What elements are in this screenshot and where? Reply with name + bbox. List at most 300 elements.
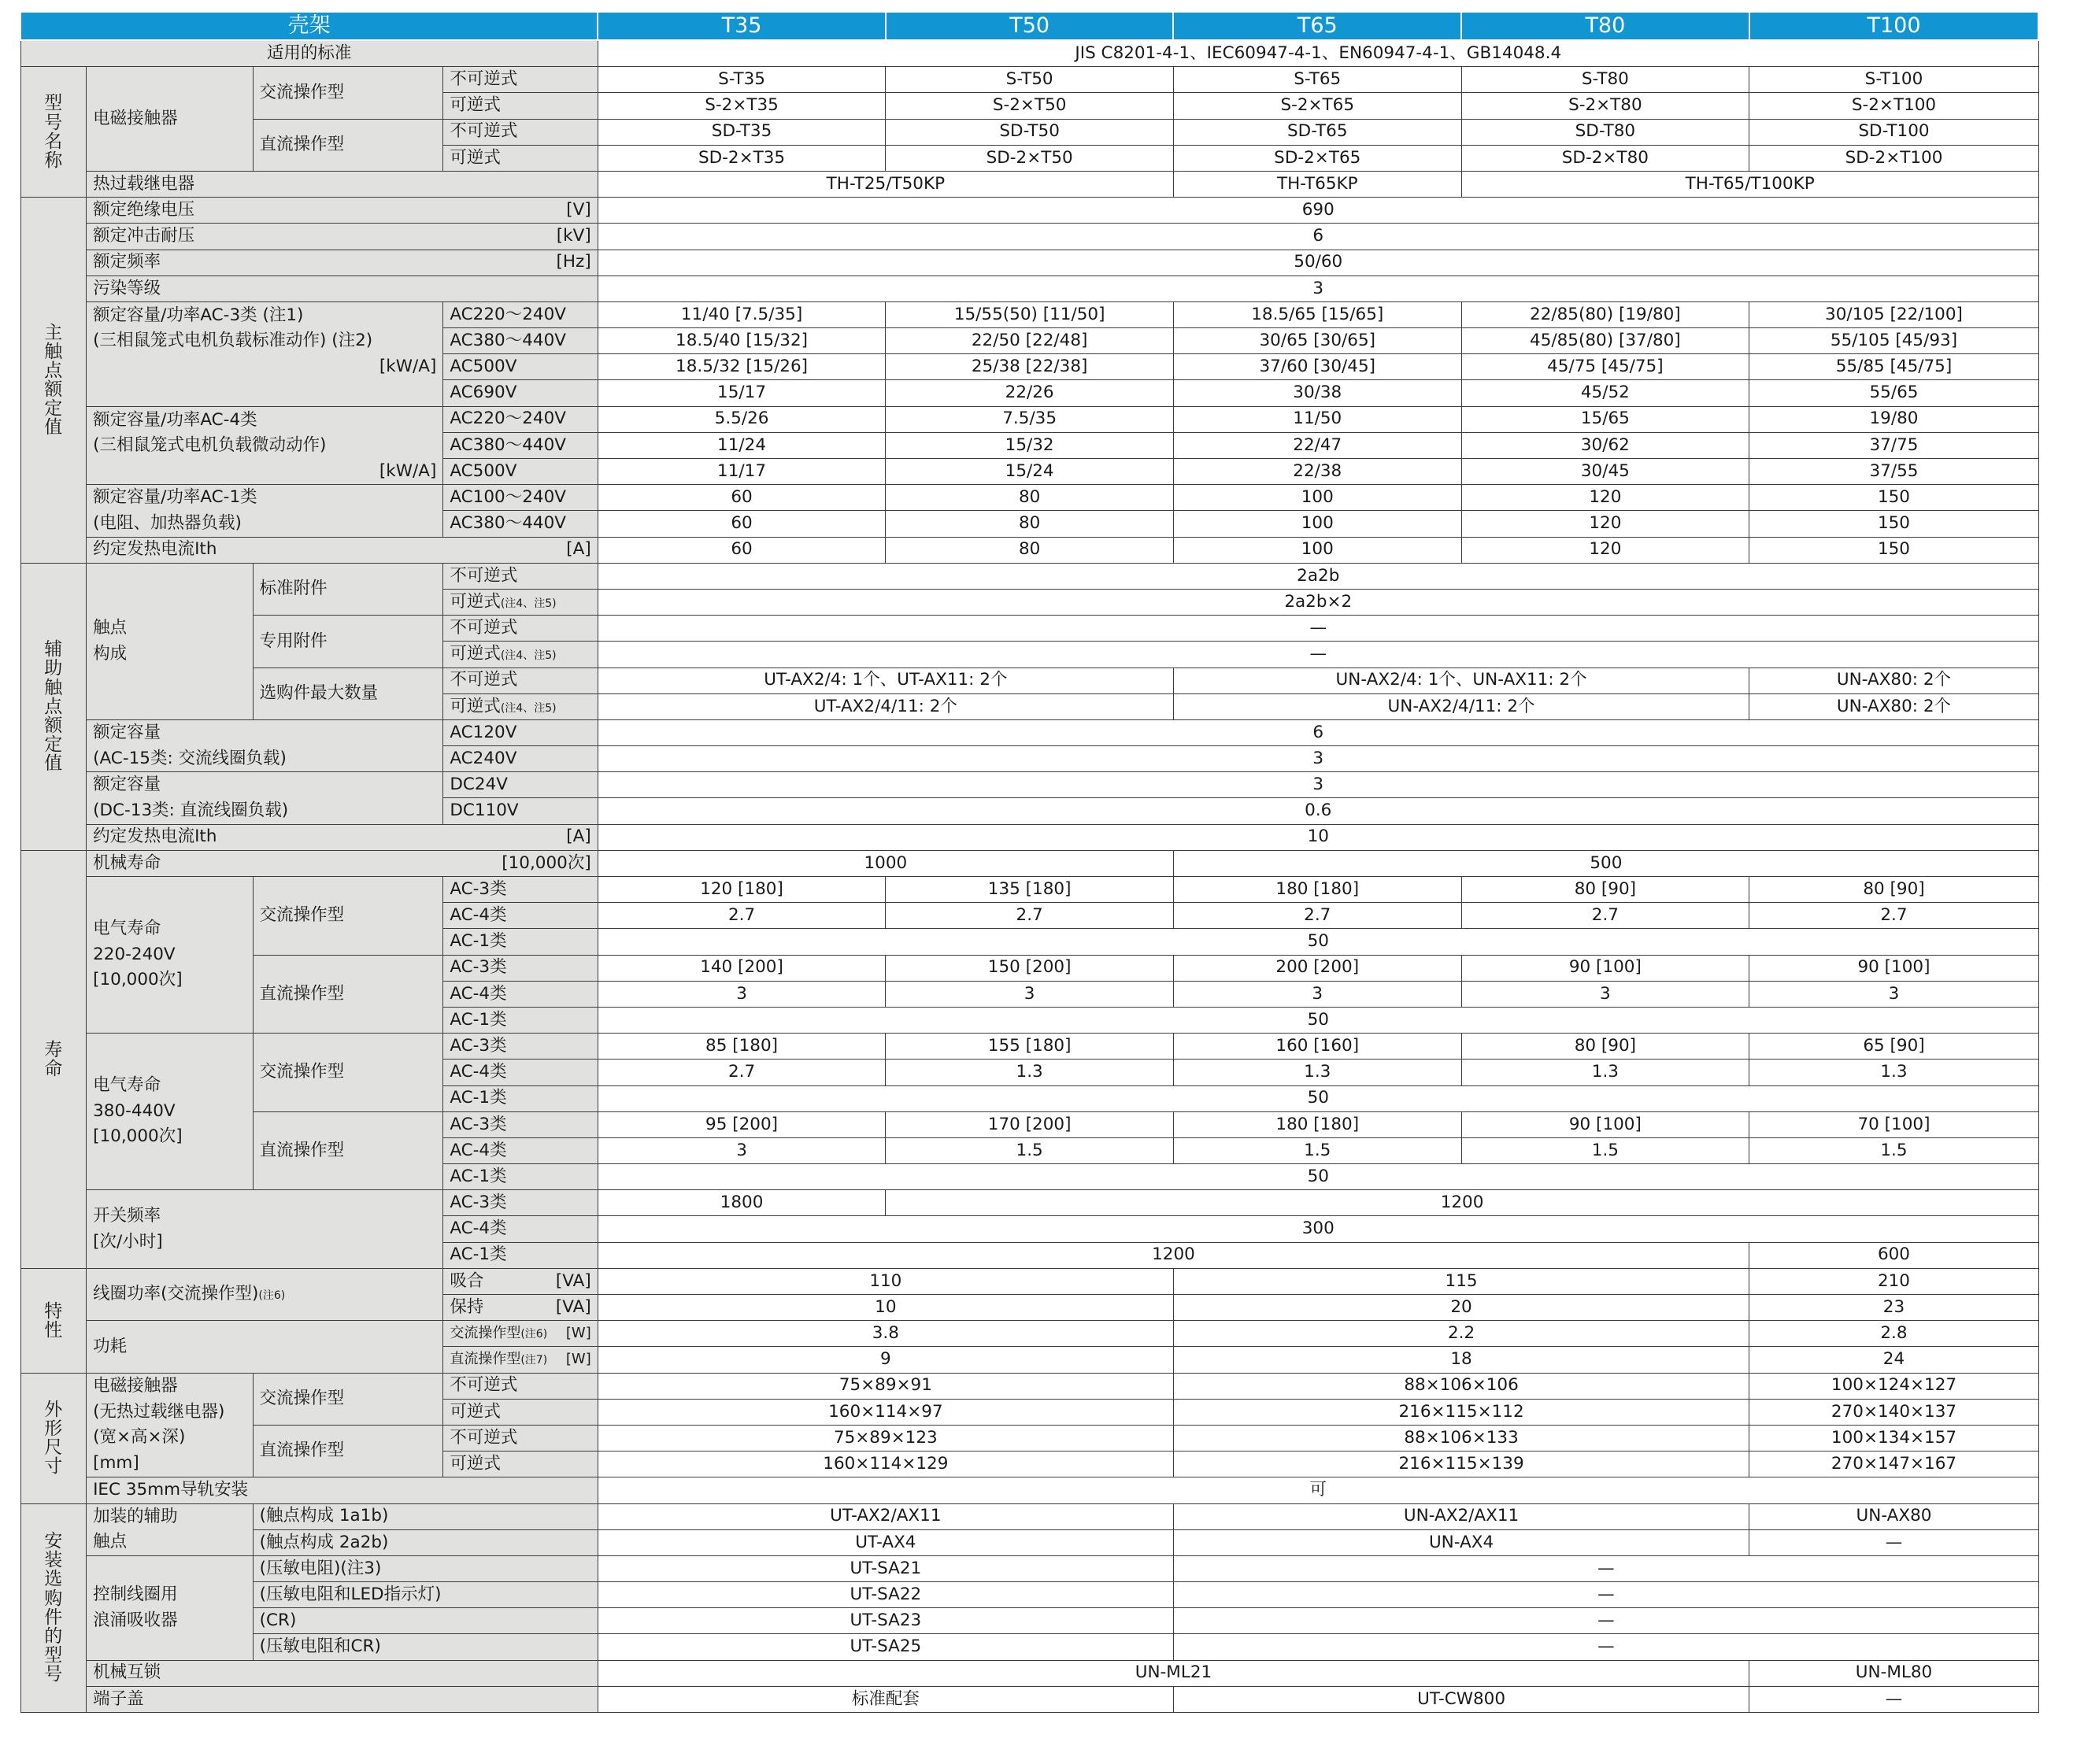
category-label: AC-1类 bbox=[443, 929, 598, 955]
table-row bbox=[20, 1582, 2053, 1608]
table-cell: UN-AX80: 2个 bbox=[1749, 668, 2039, 693]
table-cell: 200 [200] bbox=[1173, 955, 1461, 981]
table-cell: 11/50 bbox=[1173, 406, 1461, 432]
table-cell: 1.3 bbox=[1461, 1060, 1749, 1085]
table-cell: 160×114×97 bbox=[598, 1399, 1173, 1425]
table-cell: 5.5/26 bbox=[598, 406, 886, 432]
voltage-label: AC690V bbox=[443, 380, 598, 406]
table-cell: 0.6 bbox=[598, 798, 2038, 824]
loss-ac-label: 交流操作型(注6) [W] bbox=[443, 1321, 598, 1347]
table-cell: 90 [100] bbox=[1749, 955, 2039, 981]
table-cell: 22/50 [22/48] bbox=[886, 328, 1174, 354]
voltage-label: AC100～240V bbox=[443, 485, 598, 511]
dc13-capacity-label: 额定容量 (DC-13类: 直流线圈负载) bbox=[87, 772, 443, 824]
table-cell: 180 [180] bbox=[1173, 877, 1461, 903]
table-cell: TH-T65KP bbox=[1173, 171, 1461, 197]
mech-life-label: 机械寿命 [10,000次] bbox=[87, 850, 598, 876]
table-cell: 155 [180] bbox=[886, 1034, 1174, 1060]
header-frame-t100: T100 bbox=[1749, 12, 2039, 40]
table-cell: 15/17 bbox=[598, 380, 886, 406]
header-frame-t50: T50 bbox=[886, 12, 1174, 40]
table-row bbox=[20, 1321, 2053, 1347]
table-cell: UT-AX2/4/11: 2个 bbox=[598, 693, 1173, 719]
standard-value: JIS C8201-4-1、IEC60947-4-1、EN60947-4-1、GB14048.4 bbox=[598, 40, 2038, 67]
table-cell: UT-SA22 bbox=[598, 1582, 1173, 1608]
table-cell: 1200 bbox=[886, 1190, 2038, 1216]
section-main-contact: 主触点额定值 bbox=[20, 198, 87, 564]
header-frame-t80: T80 bbox=[1461, 12, 1749, 40]
table-cell: 1.5 bbox=[1461, 1137, 1749, 1163]
table-row bbox=[20, 1660, 2053, 1686]
table-cell: SD-T80 bbox=[1461, 119, 1749, 145]
insulation-voltage-label: 额定绝缘电压 [V] bbox=[87, 198, 598, 224]
table-cell: 1.5 bbox=[1749, 1137, 2039, 1163]
category-label: AC-3类 bbox=[443, 1034, 598, 1060]
table-cell: 115 bbox=[1173, 1268, 1749, 1294]
table-cell: 3 bbox=[1173, 981, 1461, 1007]
table-cell: 50 bbox=[598, 929, 2038, 955]
opt-surge-label: 控制线圈用 浪涌吸收器 bbox=[87, 1555, 254, 1660]
coil-power-label: 线圈功率(交流操作型)(注6) bbox=[87, 1268, 443, 1320]
voltage-label: AC380～440V bbox=[443, 511, 598, 537]
table-cell: S-T65 bbox=[1173, 67, 1461, 93]
life-ac-op-label: 交流操作型 bbox=[253, 1034, 443, 1112]
table-cell: 80 [90] bbox=[1461, 1034, 1749, 1060]
table-cell: 22/38 bbox=[1173, 459, 1461, 485]
table-cell: SD-2×T35 bbox=[598, 145, 886, 171]
table-row bbox=[20, 301, 2053, 327]
table-cell: 55/65 bbox=[1749, 380, 2039, 406]
table-cell: 75×89×123 bbox=[598, 1425, 1173, 1451]
table-cell: S-2×T80 bbox=[1461, 93, 1749, 119]
table-cell: UN-AX2/4/11: 2个 bbox=[1173, 693, 1749, 719]
table-cell: SD-2×T50 bbox=[886, 145, 1174, 171]
frequency-label: 额定频率 [Hz] bbox=[87, 250, 598, 276]
table-cell: 180 [180] bbox=[1173, 1111, 1461, 1137]
model-nonrev-label: 不可逆式 bbox=[443, 119, 598, 145]
table-cell: UT-SA23 bbox=[598, 1608, 1173, 1634]
table-row bbox=[20, 485, 2053, 511]
voltage-label: AC240V bbox=[443, 746, 598, 772]
table-row bbox=[20, 616, 2053, 642]
category-label: AC-1类 bbox=[443, 1007, 598, 1033]
table-cell: SD-T100 bbox=[1749, 119, 2039, 145]
table-cell: 11/17 bbox=[598, 459, 886, 485]
interlock-label: 机械互锁 bbox=[87, 1660, 598, 1686]
voltage-label: AC220～240V bbox=[443, 406, 598, 432]
table-cell: 18.5/40 [15/32] bbox=[598, 328, 886, 354]
table-cell: 216×115×112 bbox=[1173, 1399, 1749, 1425]
section-life: 寿命 bbox=[20, 850, 87, 1268]
table-cell: SD-T35 bbox=[598, 119, 886, 145]
model-rev-label: 可逆式 bbox=[443, 145, 598, 171]
model-contactor-label: 电磁接触器 bbox=[87, 67, 254, 172]
table-cell: 30/105 [22/100] bbox=[1749, 301, 2039, 327]
section-model: 型号名称 bbox=[20, 67, 87, 198]
table-cell: 55/85 [45/75] bbox=[1749, 354, 2039, 380]
table-cell: UT-SA21 bbox=[598, 1555, 1173, 1581]
table-cell: 37/75 bbox=[1749, 432, 2039, 458]
table-cell: 100 bbox=[1173, 485, 1461, 511]
table-cell: — bbox=[598, 616, 2038, 642]
voltage-label: AC380～440V bbox=[443, 328, 598, 354]
table-cell: 100 bbox=[1173, 537, 1461, 563]
table-cell: 100×124×127 bbox=[1749, 1373, 2039, 1399]
table-row bbox=[20, 1634, 2053, 1660]
table-cell: 120 bbox=[1461, 511, 1749, 537]
table-cell: 170 [200] bbox=[886, 1111, 1174, 1137]
table-cell: 3.8 bbox=[598, 1321, 1173, 1347]
table-row bbox=[20, 772, 2053, 798]
voltage-label: AC500V bbox=[443, 354, 598, 380]
opt-surge-type-label: (CR) bbox=[253, 1608, 598, 1634]
aux-rev-label: 可逆式(注4、注5) bbox=[443, 589, 598, 615]
table-cell: 11/24 bbox=[598, 432, 886, 458]
opt-aux-label: 加装的辅助 触点 bbox=[87, 1503, 254, 1555]
table-cell: 216×115×139 bbox=[1173, 1452, 1749, 1477]
model-rev-label: 可逆式 bbox=[443, 93, 598, 119]
table-cell: SD-T50 bbox=[886, 119, 1174, 145]
table-row bbox=[20, 1529, 2053, 1555]
table-cell: UT-AX4 bbox=[598, 1529, 1173, 1555]
table-cell: 30/62 bbox=[1461, 432, 1749, 458]
aux-nonrev-label: 不可逆式 bbox=[443, 668, 598, 693]
table-cell: 30/45 bbox=[1461, 459, 1749, 485]
table-cell: 2.7 bbox=[598, 1060, 886, 1085]
table-cell: 100 bbox=[1173, 511, 1461, 537]
table-row bbox=[20, 1111, 2053, 1137]
table-cell: 300 bbox=[598, 1216, 2038, 1242]
table-cell: 6 bbox=[598, 719, 2038, 745]
header-row bbox=[20, 12, 2053, 40]
opt-surge-type-label: (压敏电阻和CR) bbox=[253, 1634, 598, 1660]
table-cell: 18.5/65 [15/65] bbox=[1173, 301, 1461, 327]
table-row bbox=[20, 1555, 2053, 1581]
impulse-voltage-label: 额定冲击耐压 [kV] bbox=[87, 224, 598, 250]
table-cell: 30/38 bbox=[1173, 380, 1461, 406]
table-cell: 2.2 bbox=[1173, 1321, 1749, 1347]
table-cell: 10 bbox=[598, 1295, 1173, 1321]
table-cell: 50 bbox=[598, 1007, 2038, 1033]
ith-label: 约定发热电流Ith [A] bbox=[87, 537, 598, 563]
table-cell: 37/55 bbox=[1749, 459, 2039, 485]
table-cell: 37/60 [30/45] bbox=[1173, 354, 1461, 380]
table-cell: 690 bbox=[598, 198, 2038, 224]
header-frame-label: 壳架 bbox=[20, 12, 598, 40]
terminal-cover-label: 端子盖 bbox=[87, 1686, 598, 1712]
table-cell: 19/80 bbox=[1749, 406, 2039, 432]
table-row bbox=[20, 1034, 2053, 1060]
table-cell: 210 bbox=[1749, 1268, 2039, 1294]
table-cell: 3 bbox=[886, 981, 1174, 1007]
table-cell: 2.8 bbox=[1749, 1321, 2039, 1347]
table-row bbox=[20, 1608, 2053, 1634]
table-cell: 120 bbox=[1461, 485, 1749, 511]
category-label: AC-4类 bbox=[443, 1216, 598, 1242]
model-ac-op-label: 交流操作型 bbox=[253, 67, 443, 119]
table-cell: 22/26 bbox=[886, 380, 1174, 406]
aux-nonrev-label: 不可逆式 bbox=[443, 616, 598, 642]
table-cell: 3 bbox=[598, 276, 2038, 301]
thermal-relay-label: 热过载继电器 bbox=[87, 171, 598, 197]
table-cell: 60 bbox=[598, 485, 886, 511]
table-row bbox=[20, 537, 2053, 563]
table-cell: 85 [180] bbox=[598, 1034, 886, 1060]
table-cell: 88×106×106 bbox=[1173, 1373, 1749, 1399]
table-row bbox=[20, 1477, 2053, 1503]
header-frame-t65: T65 bbox=[1173, 12, 1461, 40]
life-ac-op-label: 交流操作型 bbox=[253, 877, 443, 956]
table-cell: 150 bbox=[1749, 485, 2039, 511]
table-cell: 23 bbox=[1749, 1295, 2039, 1321]
table-cell: 1.5 bbox=[1173, 1137, 1461, 1163]
table-cell: — bbox=[1749, 1686, 2039, 1712]
table-cell: — bbox=[1173, 1582, 2038, 1608]
dim-dc-op-label: 直流操作型 bbox=[253, 1425, 443, 1477]
table-row bbox=[20, 1425, 2053, 1451]
table-row bbox=[20, 955, 2053, 981]
table-cell: — bbox=[1749, 1529, 2039, 1555]
table-cell: 60 bbox=[598, 511, 886, 537]
table-cell: 75×89×91 bbox=[598, 1373, 1173, 1399]
table-cell: 1.3 bbox=[1173, 1060, 1461, 1085]
ac4-capacity-label: 额定容量/功率AC-4类 (三相鼠笼式电机负载微动动作) [kW/A] bbox=[87, 406, 443, 485]
table-cell: 2a2b bbox=[598, 563, 2038, 589]
table-cell: 7.5/35 bbox=[886, 406, 1174, 432]
table-cell: S-T50 bbox=[886, 67, 1174, 93]
table-cell: — bbox=[1173, 1608, 2038, 1634]
table-row bbox=[20, 563, 2053, 589]
table-cell: 270×140×137 bbox=[1749, 1399, 2039, 1425]
table-cell: 1200 bbox=[598, 1242, 1749, 1268]
table-cell: 18.5/32 [15/26] bbox=[598, 354, 886, 380]
table-cell: 80 bbox=[886, 537, 1174, 563]
spec-table bbox=[20, 11, 2053, 1713]
table-cell: UN-AX4 bbox=[1173, 1529, 1749, 1555]
category-label: AC-4类 bbox=[443, 903, 598, 929]
table-cell: 3 bbox=[598, 1137, 886, 1163]
power-loss-label: 功耗 bbox=[87, 1321, 443, 1373]
table-cell: UN-ML80 bbox=[1749, 1660, 2039, 1686]
table-cell: UN-AX2/AX11 bbox=[1173, 1503, 1749, 1529]
ac3-capacity-label: 额定容量/功率AC-3类 (注1) (三相鼠笼式电机负载标准动作) (注2) [kW/A] bbox=[87, 301, 443, 406]
table-cell: — bbox=[1173, 1634, 2038, 1660]
table-row bbox=[20, 67, 2053, 93]
table-cell: 140 [200] bbox=[598, 955, 886, 981]
dim-contactor-label: 电磁接触器 (无热过载继电器) (宽×高×深) [mm] bbox=[87, 1373, 254, 1477]
life-dc-op-label: 直流操作型 bbox=[253, 955, 443, 1034]
category-label: AC-4类 bbox=[443, 981, 598, 1007]
table-cell: 100×134×157 bbox=[1749, 1425, 2039, 1451]
table-cell: 10 bbox=[598, 824, 2038, 850]
ac1-capacity-label: 额定容量/功率AC-1类 (电阻、加热器负载) bbox=[87, 485, 443, 537]
table-cell: 11/40 [7.5/35] bbox=[598, 301, 886, 327]
table-cell: 45/52 bbox=[1461, 380, 1749, 406]
table-cell: 15/32 bbox=[886, 432, 1174, 458]
model-nonrev-label: 不可逆式 bbox=[443, 67, 598, 93]
table-cell: 22/85(80) [19/80] bbox=[1461, 301, 1749, 327]
table-cell: 2.7 bbox=[1173, 903, 1461, 929]
table-cell: S-2×T100 bbox=[1749, 93, 2039, 119]
table-cell: 50 bbox=[598, 1164, 2038, 1190]
section-aux-contact: 辅助触点额定值 bbox=[20, 563, 87, 850]
category-label: AC-3类 bbox=[443, 1111, 598, 1137]
table-row bbox=[20, 850, 2053, 876]
table-cell: SD-T65 bbox=[1173, 119, 1461, 145]
category-label: AC-3类 bbox=[443, 877, 598, 903]
table-cell: 2.7 bbox=[598, 903, 886, 929]
table-cell: S-T100 bbox=[1749, 67, 2039, 93]
elec-life-220-label: 电气寿命 220-240V [10,000次] bbox=[87, 877, 254, 1034]
loss-dc-label: 直流操作型(注7) [W] bbox=[443, 1347, 598, 1373]
table-cell: 15/55(50) [11/50] bbox=[886, 301, 1174, 327]
table-row bbox=[20, 1503, 2053, 1529]
table-cell: 135 [180] bbox=[886, 877, 1174, 903]
table-cell: 150 bbox=[1749, 537, 2039, 563]
table-cell: 500 bbox=[1173, 850, 2038, 876]
dim-nonrev-label: 不可逆式 bbox=[443, 1373, 598, 1399]
table-cell: 50 bbox=[598, 1085, 2038, 1111]
table-cell: 3 bbox=[598, 772, 2038, 798]
table-cell: 88×106×133 bbox=[1173, 1425, 1749, 1451]
table-cell: 2.7 bbox=[886, 903, 1174, 929]
category-label: AC-3类 bbox=[443, 1190, 598, 1216]
aux-std-label: 标准附件 bbox=[253, 563, 443, 615]
table-cell: 80 bbox=[886, 485, 1174, 511]
model-dc-op-label: 直流操作型 bbox=[253, 119, 443, 171]
table-cell: TH-T25/T50KP bbox=[598, 171, 1173, 197]
voltage-label: AC380～440V bbox=[443, 432, 598, 458]
table-cell: 3 bbox=[598, 981, 886, 1007]
table-cell: SD-2×T100 bbox=[1749, 145, 2039, 171]
table-cell: 160×114×129 bbox=[598, 1452, 1173, 1477]
header-frame-t35: T35 bbox=[598, 12, 886, 40]
table-cell: 120 bbox=[1461, 537, 1749, 563]
table-cell: UN-AX80 bbox=[1749, 1503, 2039, 1529]
table-cell: UN-ML21 bbox=[598, 1660, 1749, 1686]
table-cell: 2.7 bbox=[1749, 903, 2039, 929]
elec-life-380-label: 电气寿命 380-440V [10,000次] bbox=[87, 1034, 254, 1190]
table-cell: 22/47 bbox=[1173, 432, 1461, 458]
table-row bbox=[20, 824, 2053, 850]
opt-surge-type-label: (压敏电阻)(注3) bbox=[253, 1555, 598, 1581]
table-cell: 3 bbox=[598, 746, 2038, 772]
dim-nonrev-label: 不可逆式 bbox=[443, 1425, 598, 1451]
switching-frequency-label: 开关频率 [次/小时] bbox=[87, 1190, 443, 1269]
table-cell: S-2×T65 bbox=[1173, 93, 1461, 119]
table-row bbox=[20, 276, 2053, 301]
table-cell: 24 bbox=[1749, 1347, 2039, 1373]
dim-ac-op-label: 交流操作型 bbox=[253, 1373, 443, 1425]
category-label: AC-3类 bbox=[443, 955, 598, 981]
aux-rev-label: 可逆式(注4、注5) bbox=[443, 642, 598, 668]
table-cell: 45/75 [45/75] bbox=[1461, 354, 1749, 380]
pickup-label: 吸合 [VA] bbox=[443, 1268, 598, 1294]
opt-surge-type-label: (压敏电阻和LED指示灯) bbox=[253, 1582, 598, 1608]
table-cell: 95 [200] bbox=[598, 1111, 886, 1137]
table-cell: 30/65 [30/65] bbox=[1173, 328, 1461, 354]
table-cell: SD-2×T80 bbox=[1461, 145, 1749, 171]
table-cell: 45/85(80) [37/80] bbox=[1461, 328, 1749, 354]
table-cell: S-T80 bbox=[1461, 67, 1749, 93]
section-options: 安装选购件的型号 bbox=[20, 1503, 87, 1713]
voltage-label: AC220～240V bbox=[443, 301, 598, 327]
table-cell: 90 [100] bbox=[1461, 1111, 1749, 1137]
table-cell: 55/105 [45/93] bbox=[1749, 328, 2039, 354]
table-cell: 25/38 [22/38] bbox=[886, 354, 1174, 380]
table-row bbox=[20, 224, 2053, 250]
table-cell: 80 [90] bbox=[1461, 877, 1749, 903]
table-row bbox=[20, 1268, 2053, 1294]
table-cell: 1.5 bbox=[886, 1137, 1174, 1163]
aux-rev-label: 可逆式(注4、注5) bbox=[443, 693, 598, 719]
table-cell: 80 bbox=[886, 511, 1174, 537]
table-cell: 150 bbox=[1749, 511, 2039, 537]
table-cell: 110 bbox=[598, 1268, 1173, 1294]
table-cell: UN-AX2/4: 1个、UN-AX11: 2个 bbox=[1173, 668, 1749, 693]
table-cell: 90 [100] bbox=[1461, 955, 1749, 981]
table-cell: 20 bbox=[1173, 1295, 1749, 1321]
table-cell: 600 bbox=[1749, 1242, 2039, 1268]
table-row bbox=[20, 250, 2053, 276]
aux-ded-label: 专用附件 bbox=[253, 616, 443, 668]
table-cell: UT-AX2/AX11 bbox=[598, 1503, 1173, 1529]
table-cell: 2.7 bbox=[1461, 903, 1749, 929]
category-label: AC-4类 bbox=[443, 1137, 598, 1163]
voltage-label: AC120V bbox=[443, 719, 598, 745]
table-cell: 9 bbox=[598, 1347, 1173, 1373]
table-cell: S-2×T35 bbox=[598, 93, 886, 119]
dim-rev-label: 可逆式 bbox=[443, 1452, 598, 1477]
table-cell: 120 [180] bbox=[598, 877, 886, 903]
dim-rev-label: 可逆式 bbox=[443, 1399, 598, 1425]
table-cell: TH-T65/T100KP bbox=[1461, 171, 2038, 197]
table-cell: S-T35 bbox=[598, 67, 886, 93]
ac15-capacity-label: 额定容量 (AC-15类: 交流线圈负载) bbox=[87, 719, 443, 771]
table-row bbox=[20, 877, 2053, 903]
table-cell: SD-2×T65 bbox=[1173, 145, 1461, 171]
category-label: AC-1类 bbox=[443, 1085, 598, 1111]
table-cell: 60 bbox=[598, 537, 886, 563]
table-cell: 1800 bbox=[598, 1190, 886, 1216]
table-cell: 65 [90] bbox=[1749, 1034, 2039, 1060]
table-cell: 2a2b×2 bbox=[598, 589, 2038, 615]
hold-label: 保持 [VA] bbox=[443, 1295, 598, 1321]
aux-contact-config-label: 触点 构成 bbox=[87, 563, 254, 719]
table-row bbox=[20, 719, 2053, 745]
table-cell: 1000 bbox=[598, 850, 1173, 876]
table-cell: 80 [90] bbox=[1749, 877, 2039, 903]
opt-2a2b-label: (触点构成 2a2b) bbox=[253, 1529, 598, 1555]
table-cell: 3 bbox=[1461, 981, 1749, 1007]
table-cell: 1.3 bbox=[886, 1060, 1174, 1085]
section-dimensions: 外形尺寸 bbox=[20, 1373, 87, 1503]
table-row bbox=[20, 406, 2053, 432]
table-cell: UT-SA25 bbox=[598, 1634, 1173, 1660]
section-characteristics: 特性 bbox=[20, 1268, 87, 1373]
table-cell: — bbox=[598, 642, 2038, 668]
table-cell: 6 bbox=[598, 224, 2038, 250]
table-cell: — bbox=[1173, 1555, 2038, 1581]
voltage-label: AC500V bbox=[443, 459, 598, 485]
table-cell: 3 bbox=[1749, 981, 2039, 1007]
table-cell: UN-AX80: 2个 bbox=[1749, 693, 2039, 719]
table-cell: 50/60 bbox=[598, 250, 2038, 276]
aux-ith-label: 约定发热电流Ith [A] bbox=[87, 824, 598, 850]
category-label: AC-1类 bbox=[443, 1242, 598, 1268]
aux-nonrev-label: 不可逆式 bbox=[443, 563, 598, 589]
table-cell: UT-CW800 bbox=[1173, 1686, 1749, 1712]
